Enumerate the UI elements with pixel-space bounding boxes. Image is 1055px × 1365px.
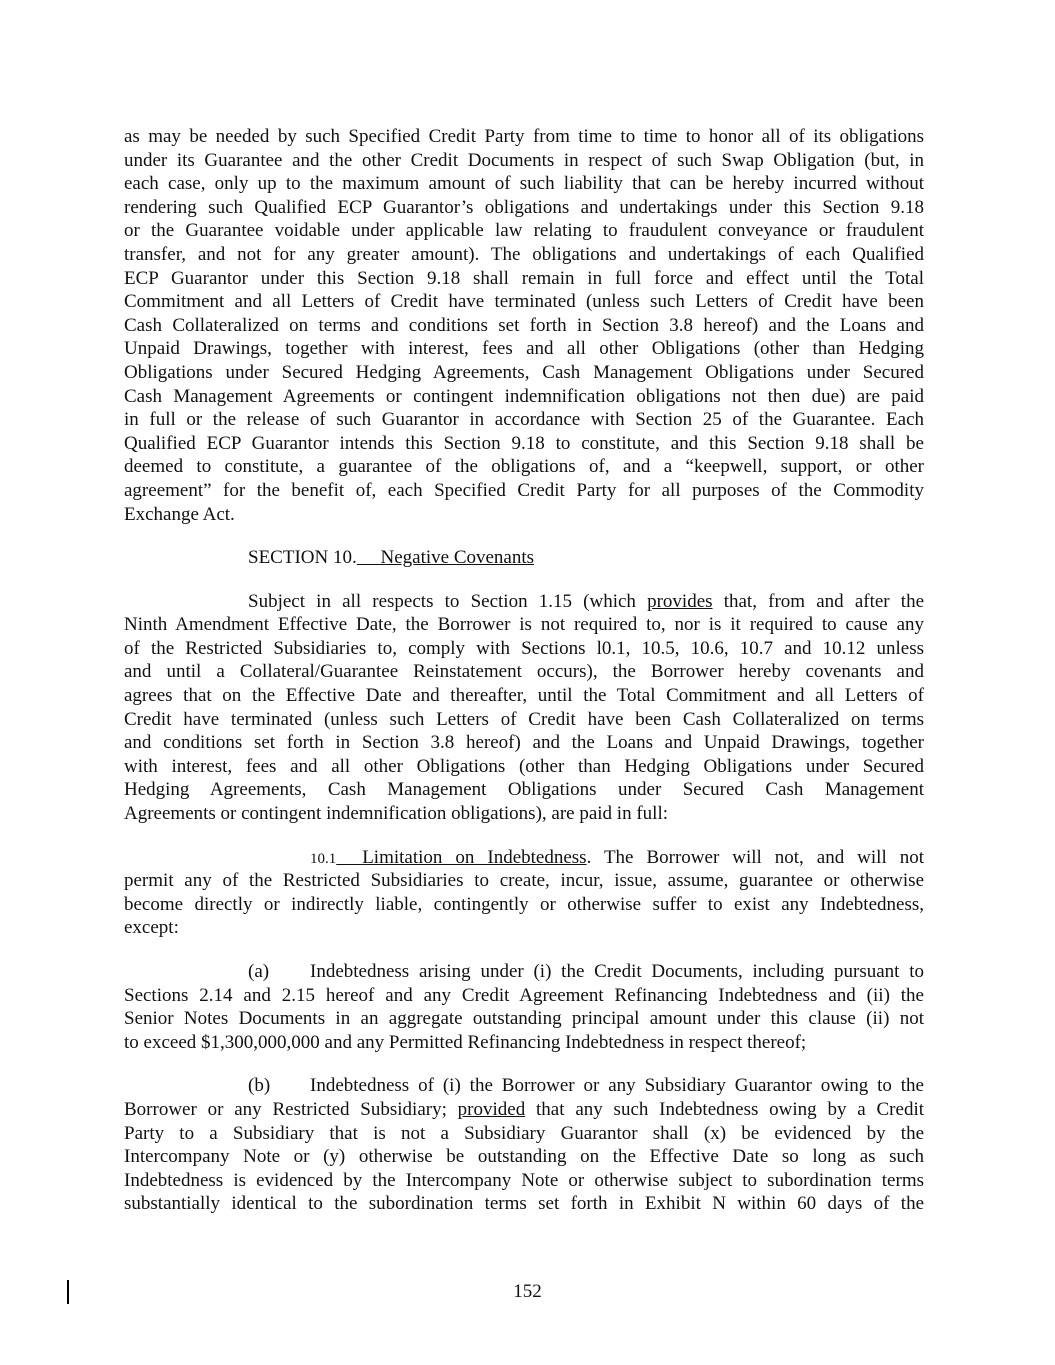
clause-label: (b) (248, 1075, 271, 1097)
text-line: with interest, fees and all other Obligations (other than Hedging Obligations under Secured (124, 755, 924, 777)
text-line: Intercompany Note or (y) otherwise be outstanding on the Effective Date so long as such (124, 1146, 924, 1168)
clause-label: (a) (248, 961, 270, 982)
text-line: Exchange Act. (124, 503, 235, 525)
text-line: agrees that on the Effective Date and thereafter, until the Total Commitment and all Letters of (124, 685, 924, 707)
paragraph-negative-covenants (124, 590, 924, 826)
clause-a (124, 960, 924, 1054)
text-line: substantially identical to the subordination terms set forth in Exhibit N within 60 days of the (124, 1193, 924, 1215)
text-line: in full or the release of such Guarantor in accordance with Section 25 of the Guarantee. Each (124, 409, 924, 431)
text-line: each case, only up to the maximum amount of such liability that can be hereby incurred without (124, 173, 924, 195)
subsection-number: 10.1 (310, 850, 337, 867)
section-heading (124, 546, 924, 570)
text-line: (b) Indebtedness of (i) the Borrower or any Subsidiary Guarantor owing to the (248, 1075, 924, 1097)
text-line: Credit have terminated (unless such Letters of Credit have been Cash Collateralized on terms (124, 708, 924, 730)
paragraph-swap-guarantee (124, 125, 924, 526)
text-line: (a) Indebtedness arising under (i) the Credit Documents, including pursuant to (248, 961, 924, 982)
section-title: Negative Covenants (380, 547, 535, 569)
text-line: of the Restricted Subsidiaries to, comply with Sections l0.1, 10.5, 10.6, 10.7 and 10.12 unless (124, 637, 924, 659)
text-line: permit any of the Restricted Subsidiaries to create, incur, issue, assume, guarantee or otherwise (124, 870, 924, 892)
text-line: or the Guarantee voidable under applicable law relating to fraudulent conveyance or fraudulent (124, 220, 924, 242)
text-line: agreement” for the benefit of, each Specified Credit Party for all purposes of the Commodity (124, 479, 924, 501)
text-line: Unpaid Drawings, together with interest, fees and all other Obligations (other than Hedging (124, 338, 924, 360)
subsection-10-1 (124, 846, 924, 940)
text-line: under its Guarantee and the other Credit Documents in respect of such Swap Obligation (but, in (124, 149, 924, 171)
text-line: Borrower or any Restricted Subsidiary; provided that any such Indebtedness owing by a Credit (124, 1098, 925, 1120)
text-line: Sections 2.14 and 2.15 hereof and any Credit Agreement Refinancing Indebtedness and (ii) the (124, 984, 924, 1006)
text-line: Cash Management Agreements or contingent indemnification obligations not then due) are paid (124, 385, 924, 407)
text-line: Agreements or contingent indemnification obligations), are paid in full: (124, 803, 668, 825)
text-line: as may be needed by such Specified Credit Party from time to time to honor all of its obligations (124, 126, 924, 147)
text-line: except: (124, 917, 179, 939)
text-line: Subject in all respects to Section 1.15 (which provides that, from and after the (248, 590, 924, 612)
text-line: Commitment and all Letters of Credit have terminated (unless such Letters of Credit have been (124, 291, 924, 313)
text-line: 10.1 Limitation on Indebtedness. The Borrower will not, and will not (310, 846, 924, 868)
subsection-title: Limitation on Indebtedness (362, 846, 587, 868)
text-line: to exceed $1,300,000,000 and any Permitted Refinancing Indebtedness in respect thereof; (124, 1031, 807, 1053)
text-line: and until a Collateral/Guarantee Reinstatement occurs), the Borrower hereby covenants and (124, 661, 924, 683)
page-number: 152 (513, 1281, 542, 1302)
text-line: Obligations under Secured Hedging Agreements, Cash Management Obligations under Secured (124, 361, 924, 383)
document-page (124, 125, 924, 1236)
text-line: Indebtedness is evidenced by the Intercompany Note or otherwise subject to subordination terms (124, 1169, 924, 1191)
text-line: Party to a Subsidiary that is not a Subsidiary Guarantor shall (x) be evidenced by the (124, 1122, 924, 1144)
text-line: and conditions set forth in Section 3.8 hereof) and the Loans and Unpaid Drawings, together (124, 732, 924, 754)
clause-b (124, 1074, 924, 1216)
text-line: Senior Notes Documents in an aggregate outstanding principal amount under this clause (ii) not (124, 1008, 924, 1030)
text-line: Ninth Amendment Effective Date, the Borrower is not required to, nor is it required to cause any (124, 614, 924, 636)
text-line: Cash Collateralized on terms and conditions set forth in Section 3.8 hereof) and the Loans and (124, 314, 924, 336)
text-line: deemed to constitute, a guarantee of the obligations of, and a “keepwell, support, or other (124, 456, 924, 478)
text-line: rendering such Qualified ECP Guarantor’s obligations and undertakings under this Section 9.18 (124, 196, 924, 218)
text-line: ECP Guarantor under this Section 9.18 shall remain in full force and effect until the Total (124, 267, 924, 289)
text-line: transfer, and not for any greater amount). The obligations and undertakings of each Qualified (124, 243, 924, 265)
text-line: Hedging Agreements, Cash Management Obligations under Secured Cash Management (124, 779, 924, 801)
section-number: SECTION 10. (248, 547, 357, 569)
text-line: Qualified ECP Guarantor intends this Section 9.18 to constitute, and this Section 9.18 shall be (124, 432, 924, 454)
text-line: become directly or indirectly liable, contingently or otherwise suffer to exist any Indebtedness, (124, 893, 924, 915)
